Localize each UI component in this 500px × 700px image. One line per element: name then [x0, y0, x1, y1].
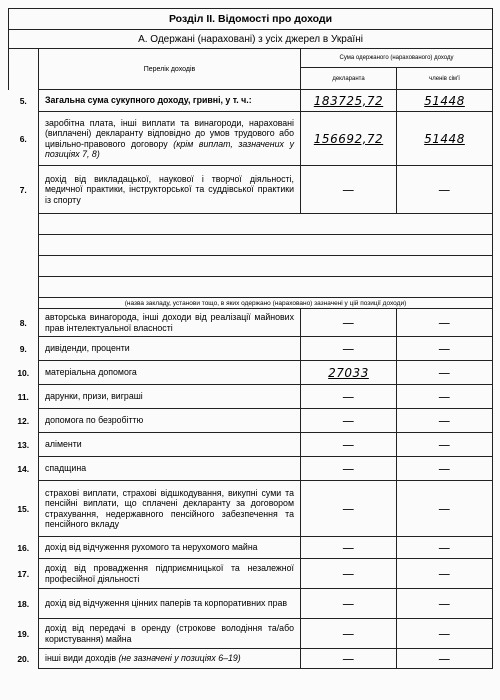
row-number: 10.: [17, 367, 30, 378]
table-row: [9, 559, 493, 589]
row-number: 13.: [17, 439, 30, 450]
table-row: [9, 457, 493, 481]
row-label: Загальна сума сукупного доходу, гривні, у т. ч.:: [39, 90, 301, 112]
header-family: членів сім'ї: [397, 68, 493, 90]
family-value: —: [397, 433, 493, 457]
family-value: —: [397, 166, 493, 214]
row-number: 6.: [19, 133, 27, 144]
table-row: [9, 409, 493, 433]
family-value: —: [397, 337, 493, 361]
row-number: 9.: [19, 343, 27, 354]
row-number: 7.: [19, 184, 27, 195]
table-row: [9, 361, 493, 385]
row-number: 14.: [17, 463, 30, 474]
row-number: 17.: [17, 568, 30, 579]
row-label: дивіденди, проценти: [39, 337, 301, 361]
row-number: 12.: [17, 415, 30, 426]
family-value: —: [397, 309, 493, 337]
declarant-value: 27033: [301, 361, 397, 385]
declarant-value: —: [301, 559, 397, 589]
row-number: 11.: [17, 391, 29, 402]
row-number: 16.: [17, 542, 30, 553]
row-label: страхові виплати, страхові відшкодування, викупні суми та пенсійні виплати, що сплачені декларанту за договором страхування, недержавного пенсійного забезпечення та пенсійного вкладу: [39, 481, 301, 537]
table-row: [9, 619, 493, 649]
row-label: аліменти: [39, 433, 301, 457]
declarant-value: —: [301, 385, 397, 409]
declarant-value: —: [301, 649, 397, 669]
declarant-value: —: [301, 166, 397, 214]
family-value: 51448: [397, 90, 493, 112]
section-title: Розділ II. Відомості про доходи: [9, 9, 493, 30]
family-value: —: [397, 649, 493, 669]
row-number: 15.: [17, 503, 30, 514]
table-row: [9, 649, 493, 669]
declarant-value: —: [301, 457, 397, 481]
row-number: 19.: [17, 628, 30, 639]
declarant-value: —: [301, 619, 397, 649]
declarant-value: —: [301, 433, 397, 457]
table-row: [9, 112, 493, 166]
family-value: —: [397, 537, 493, 559]
income-form: [8, 8, 492, 692]
row-number: 18.: [17, 598, 30, 609]
blank-line: [39, 277, 493, 298]
table-row: [9, 537, 493, 559]
row-label: заробітна плата, інші виплати та винагороди, нараховані (виплачені) декларанту відповідно до умов трудового або цивільно-правового договору (крім виплат, зазначених у позиціях 7, 8): [39, 112, 301, 166]
section-subtitle: А. Одержані (нараховані) з усіх джерел в Україні: [9, 30, 493, 49]
family-value: —: [397, 457, 493, 481]
blank-line: [39, 256, 493, 277]
table-row: [9, 589, 493, 619]
header-declarant: декларанта: [301, 68, 397, 90]
table-row: [9, 481, 493, 537]
row-number: 20.: [17, 653, 30, 664]
declarant-value: —: [301, 409, 397, 433]
row-label: дохід від провадження підприємницької та незалежної професійної діяльності: [39, 559, 301, 589]
row-label: дохід від викладацької, наукової і творчої діяльності, медичної практики, інструкторської та суддівської практики із спорту: [39, 166, 301, 214]
blank-line: [39, 214, 493, 235]
row-label: дохід від передачі в оренду (строкове володіння та/або користування) майна: [39, 619, 301, 649]
family-value: —: [397, 361, 493, 385]
header-list-label: Перелік доходів: [39, 49, 301, 90]
declarant-value: —: [301, 309, 397, 337]
row-label: дохід від відчуження рухомого та нерухомого майна: [39, 537, 301, 559]
declarant-value: —: [301, 337, 397, 361]
declarant-value: 183725,72: [301, 90, 397, 112]
row-label: матеріальна допомога: [39, 361, 301, 385]
row-number: 5.: [19, 95, 27, 106]
table-row: [9, 90, 493, 112]
family-value: —: [397, 385, 493, 409]
table-row: [9, 166, 493, 214]
family-value: —: [397, 619, 493, 649]
family-value: —: [397, 559, 493, 589]
declarant-value: —: [301, 537, 397, 559]
row-label: авторська винагорода, інші доходи від реалізації майнових прав інтелектуальної власності: [39, 309, 301, 337]
declarant-value: 156692,72: [301, 112, 397, 166]
row-label: інші види доходів (не зазначені у позиціях 6–19): [39, 649, 301, 669]
table-row: [9, 385, 493, 409]
family-value: 51448: [397, 112, 493, 166]
blank-line: [39, 235, 493, 256]
row-label: допомога по безробіттю: [39, 409, 301, 433]
table-row: [9, 309, 493, 337]
declarant-value: —: [301, 481, 397, 537]
income-table: [8, 8, 493, 669]
family-value: —: [397, 481, 493, 537]
table-row: [9, 433, 493, 457]
table-row: [9, 337, 493, 361]
family-value: —: [397, 589, 493, 619]
institution-note: (назва закладу, установи тощо, в яких одержано (нараховано) зазначені у цій позиції доходи): [39, 298, 493, 309]
row-label: дарунки, призи, виграші: [39, 385, 301, 409]
header-amount-label: Сума одержаного (нарахованого) доходу: [301, 49, 493, 68]
row-label: спадщина: [39, 457, 301, 481]
row-label: дохід від відчуження цінних паперів та корпоративних прав: [39, 589, 301, 619]
row-number: 8.: [19, 317, 27, 328]
declarant-value: —: [301, 589, 397, 619]
family-value: —: [397, 409, 493, 433]
